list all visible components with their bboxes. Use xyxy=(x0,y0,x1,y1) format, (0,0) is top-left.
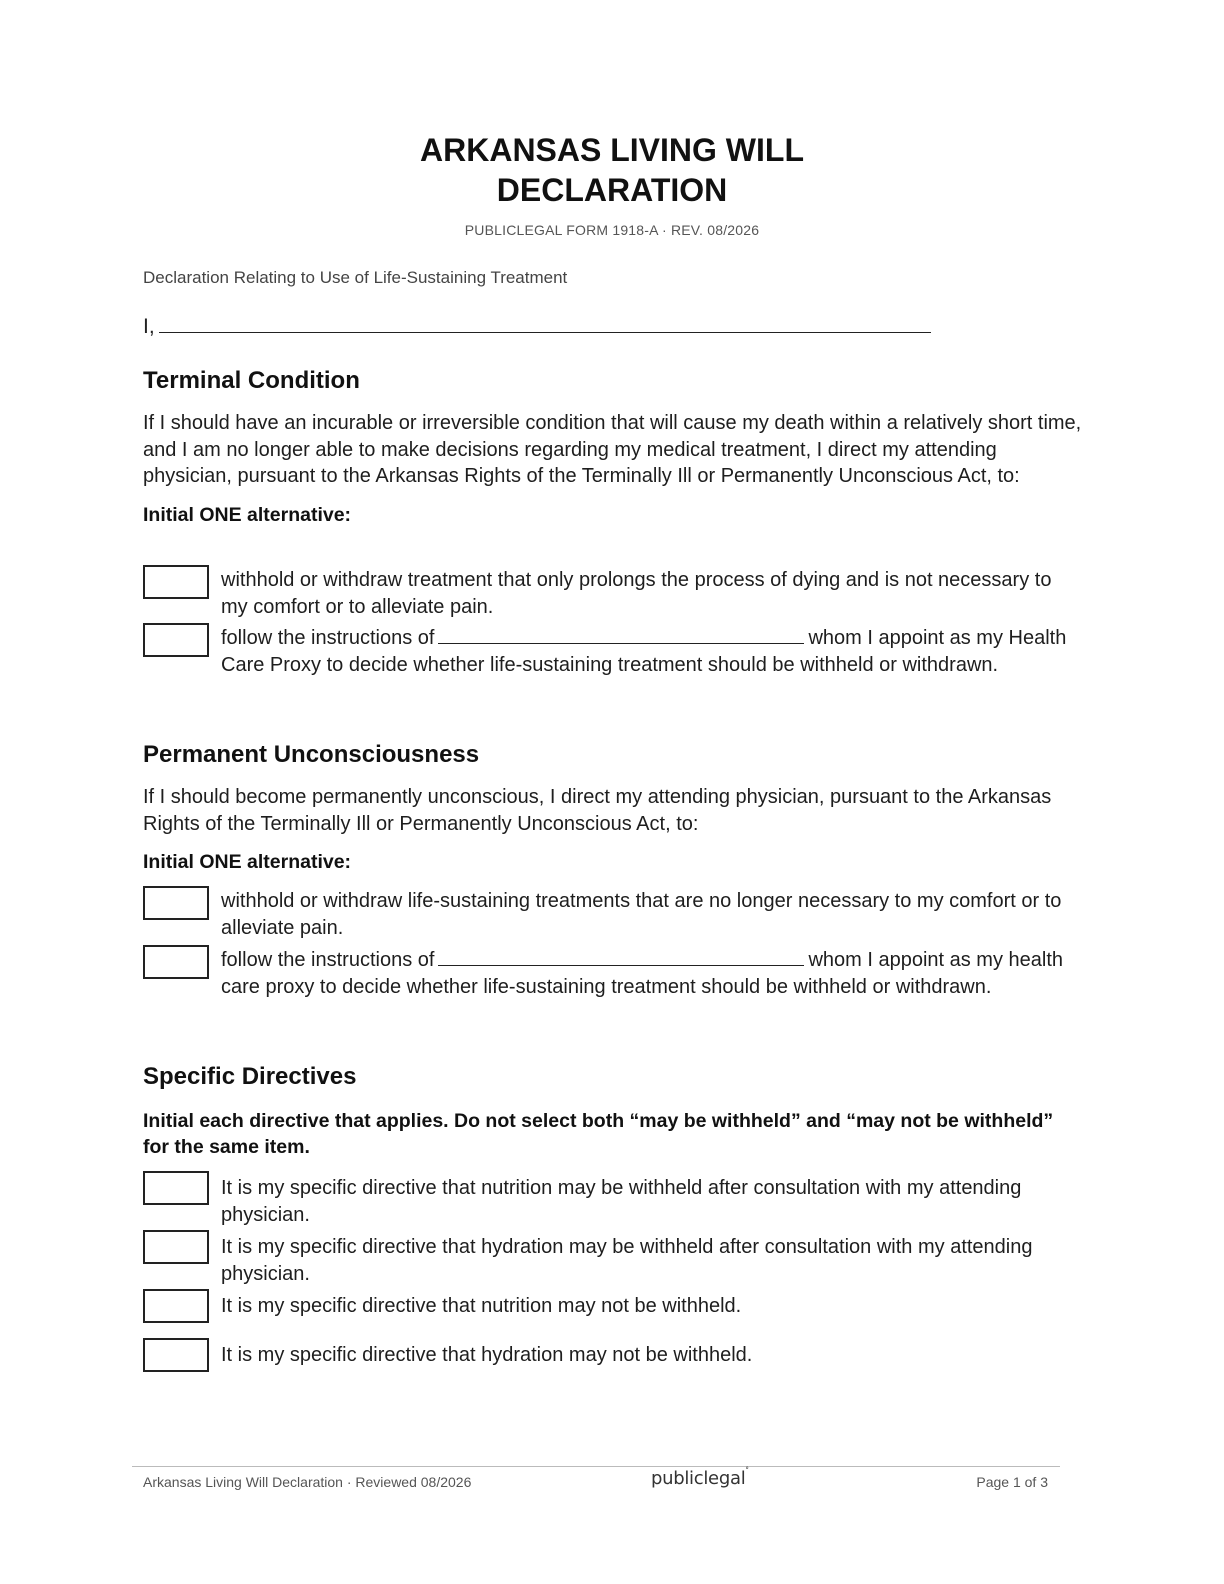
initial-box[interactable] xyxy=(143,1289,209,1323)
permanent-unconsciousness-section xyxy=(143,740,1083,875)
terminal-body: If I should have an incurable or irreversible condition that will cause my death within a relatively short time, and I am no longer able to make decisions regarding my medical treatment, I direct my attending physician, pursuant to the Arkansas Rights of the Terminally Ill or Permanently Unconscious Act, to: xyxy=(143,412,1082,487)
title-line-1: ARKANSAS LIVING WILL xyxy=(420,132,804,168)
logo-text: publiclegal xyxy=(651,1468,746,1489)
name-prefix: I, xyxy=(143,315,155,338)
unconscious-instruction: Initial ONE alternative: xyxy=(143,851,352,873)
title-line-2: DECLARATION xyxy=(496,172,728,208)
footer-caption: Arkansas Living Will Declaration · Reviewed 08/2026 xyxy=(143,1474,472,1490)
terminal-condition-section xyxy=(143,366,1083,528)
option-text: withhold or withdraw treatment that only prolongs the process of dying and is not necessary to my comfort or to alleviate pain. xyxy=(221,569,1052,618)
option-text-post: whom I appoint as my Health Care Proxy to decide whether life-sustaining treatment should be withheld or withdrawn. xyxy=(221,627,1067,676)
footer-divider xyxy=(132,1466,1060,1467)
directive-text: It is my specific directive that nutrition may not be withheld. xyxy=(221,1295,742,1317)
initial-box[interactable] xyxy=(143,1338,209,1372)
declarant-name-line xyxy=(143,312,931,339)
initial-box[interactable] xyxy=(143,1230,209,1264)
initial-box[interactable] xyxy=(143,565,209,599)
document-title xyxy=(0,130,1224,210)
option-text-pre: follow the instructions of xyxy=(221,627,435,649)
option-text-pre: follow the instructions of xyxy=(221,949,435,971)
option-text: withhold or withdraw life-sustaining treatments that are no longer necessary to my comfort or to alleviate pain. xyxy=(221,890,1062,939)
initial-box[interactable] xyxy=(143,1171,209,1205)
initial-box[interactable] xyxy=(143,945,209,979)
option-text xyxy=(221,625,1071,678)
declarant-name-field[interactable] xyxy=(159,312,931,333)
directives-heading: Specific Directives xyxy=(143,1063,357,1090)
directive-text: It is my specific directive that nutrition may be withheld after consultation with my attending physician. xyxy=(221,1177,1022,1226)
unconscious-body: If I should become permanently unconscious, I direct my attending physician, pursuant to the Arkansas Rights of the Terminally Ill or Permanently Unconscious Act, to: xyxy=(143,786,1052,835)
specific-directives-section xyxy=(143,1062,1083,1160)
directive-text: It is my specific directive that hydration may not be withheld. xyxy=(221,1344,753,1366)
intro-text: Declaration Relating to Use of Life-Sustaining Treatment xyxy=(143,268,568,287)
form-id: PUBLICLEGAL FORM 1918-A · REV. 08/2026 xyxy=(464,222,760,238)
terminal-heading: Terminal Condition xyxy=(143,367,360,394)
directive-text: It is my specific directive that hydration may be withheld after consultation with my attending physician. xyxy=(221,1236,1033,1285)
proxy-name-field[interactable] xyxy=(438,947,804,966)
option-text xyxy=(221,947,1071,1000)
page-number: Page 1 of 3 xyxy=(976,1474,1048,1490)
initial-box[interactable] xyxy=(143,886,209,920)
option-text-post: whom I appoint as my health care proxy to decide whether life-sustaining treatment should be withheld or withdrawn. xyxy=(221,949,1064,998)
logo-mark: ° xyxy=(745,1466,749,1474)
publiclegal-logo xyxy=(651,1468,749,1489)
unconscious-heading: Permanent Unconsciousness xyxy=(143,741,480,768)
proxy-name-field[interactable] xyxy=(438,625,804,644)
terminal-instruction: Initial ONE alternative: xyxy=(143,503,352,526)
initial-box[interactable] xyxy=(143,623,209,657)
directives-instruction: Initial each directive that applies. Do not select both “may be withheld” and “may not be withheld” for the same item. xyxy=(143,1110,1054,1158)
